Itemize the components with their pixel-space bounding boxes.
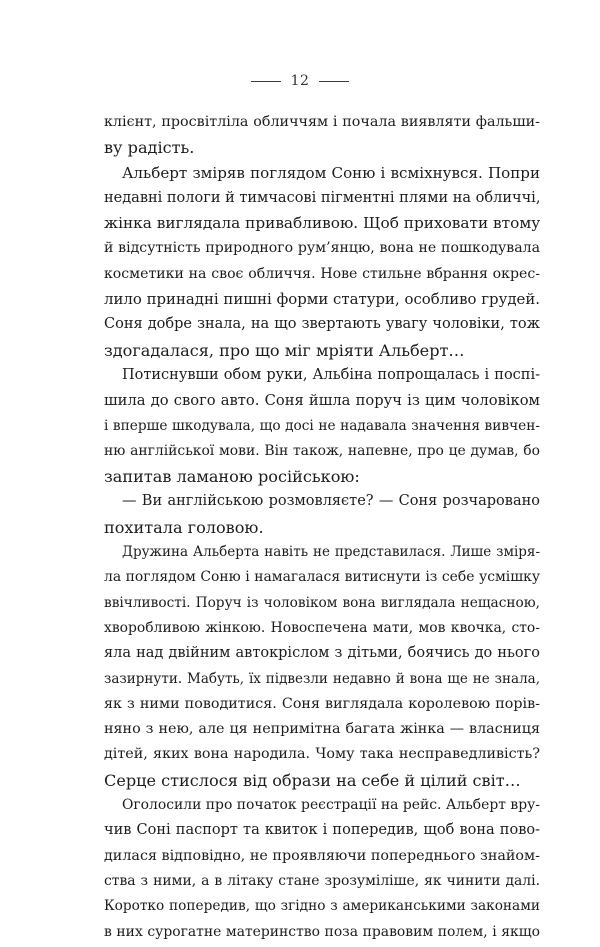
- text-line: і вперше шкодувала, що досі не надавала значення вивчен-: [104, 417, 540, 434]
- text-line: ства з ними, а в літаку стане зрозуміліше, як чинити далі.: [104, 872, 540, 889]
- text-line: няно з нею, але ця непримітна багата жінка — власниця: [104, 721, 540, 738]
- text-line: Альберт зміряв поглядом Соню і всміхнувся. Попри: [122, 163, 540, 182]
- text-line: яла над двійним автокріслом з дітьми, боячись до нього: [104, 645, 540, 662]
- text-line: чив Соні паспорт та квиток і попередив, щоб вона пово-: [104, 822, 540, 839]
- text-line: в них сурогатне материнство поза правовим полем, і якщо: [104, 923, 540, 940]
- text-line: Дружина Альберта навіть не представилася. Лише зміря-: [122, 544, 540, 561]
- page-header: [0, 70, 600, 92]
- text-line: дітей, яких вона народила. Чому така несправедливість?: [104, 746, 540, 763]
- text-line: похитала головою.: [104, 517, 264, 537]
- text-line: шила до свого авто. Соня йшла поруч із цим чоловіком: [104, 392, 540, 410]
- text-line: як з ними поводитися. Соня виглядала королевою порів-: [104, 695, 540, 712]
- text-line: лило принадні пишні форми статури, особливо грудей.: [104, 290, 540, 309]
- text-line: Оголосили про початок реєстрації на рейс. Альберт вру-: [122, 797, 540, 814]
- text-line: косметики на своє обличчя. Нове стильне вбрання окрес-: [104, 265, 540, 282]
- body-text: [104, 110, 540, 945]
- text-line: здогадалася, про що міг мріяти Альберт…: [104, 340, 465, 360]
- text-line: й відсутність природного рум’янцю, вона не пошкодувала: [104, 240, 540, 257]
- text-line: зазирнути. Мабуть, їх підвезли недавно й вона ще не знала,: [104, 670, 540, 687]
- text-line: недавні пологи й тимчасові пігментні плями на обличчі,: [104, 189, 540, 206]
- text-line: дилася відповідно, не проявляючи попереднього знайом-: [104, 847, 540, 864]
- text-line: Коротко попередив, що згідно з американськими законами: [104, 898, 540, 915]
- header-rule-left: [251, 81, 281, 82]
- text-line: ла поглядом Соню і намагалася витиснути із себе усмішку: [104, 569, 540, 586]
- text-line: ву радість.: [104, 138, 195, 158]
- header-rule-right: [319, 81, 349, 82]
- text-line: Серце стислося від образи на себе й цілий світ…: [104, 770, 521, 790]
- text-line: — Ви англійською розмовляєте? — Соня розчаровано: [122, 493, 540, 510]
- page-number: 12: [290, 73, 310, 89]
- text-line: ввічливості. Поруч із чоловіком вона виглядала нещасною,: [104, 594, 540, 611]
- text-line: ню англійської мови. Він також, напевне, про це думав, бо: [104, 442, 540, 459]
- text-line: жінка виглядала привабливою. Щоб приховати втому: [104, 214, 540, 233]
- text-line: запитав ламаною російською:: [104, 467, 360, 487]
- text-line: клієнт, просвітліла обличчям і почала виявляти фальши-: [104, 114, 540, 130]
- text-line: хворобливою жінкою. Новоспечена мати, мов квочка, сто-: [104, 619, 540, 636]
- text-line: Потиснувши обом руки, Альбіна попрощалась і поспі-: [122, 366, 540, 383]
- text-line: Соня добре знала, на що звертають увагу чоловіки, тож: [104, 316, 540, 333]
